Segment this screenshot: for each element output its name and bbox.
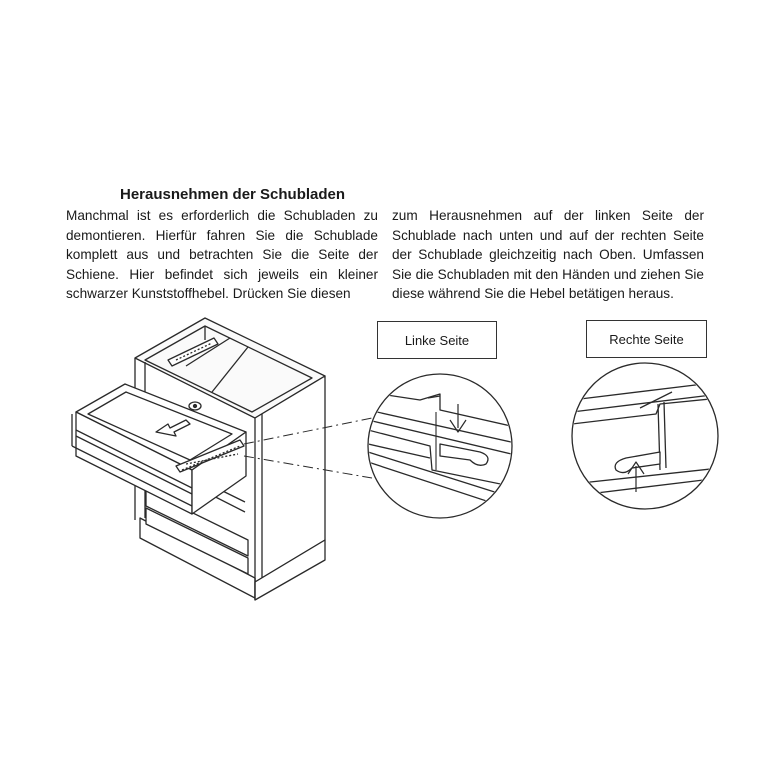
instruction-text-right: zum Herausnehmen auf der linken Seite der Schublade nach unten und auf der rechten Seite der Schublade gleichzeitig nach Oben. Umfassen Sie die Schubladen mit den Händen und ziehen Sie diese während Sie die Hebel betätigen heraus. xyxy=(392,208,704,301)
label-left-side: Linke Seite xyxy=(377,321,497,359)
label-right-side: Rechte Seite xyxy=(586,320,707,358)
open-drawer-drawing xyxy=(72,384,246,514)
left-side-detail xyxy=(368,374,520,518)
instruction-text-left: Manchmal ist es erforderlich die Schubladen zu demontieren. Hierfür fahren Sie die Schublade komplett aus und betrachten Sie die Seite der Schiene. Hier befindet sich jeweils ein kleiner schwarzer Kunststoffhebel. Drücken Sie diesen xyxy=(66,208,378,301)
section-heading: Herausnehmen der Schubladen xyxy=(120,186,346,203)
right-side-detail xyxy=(572,363,720,509)
